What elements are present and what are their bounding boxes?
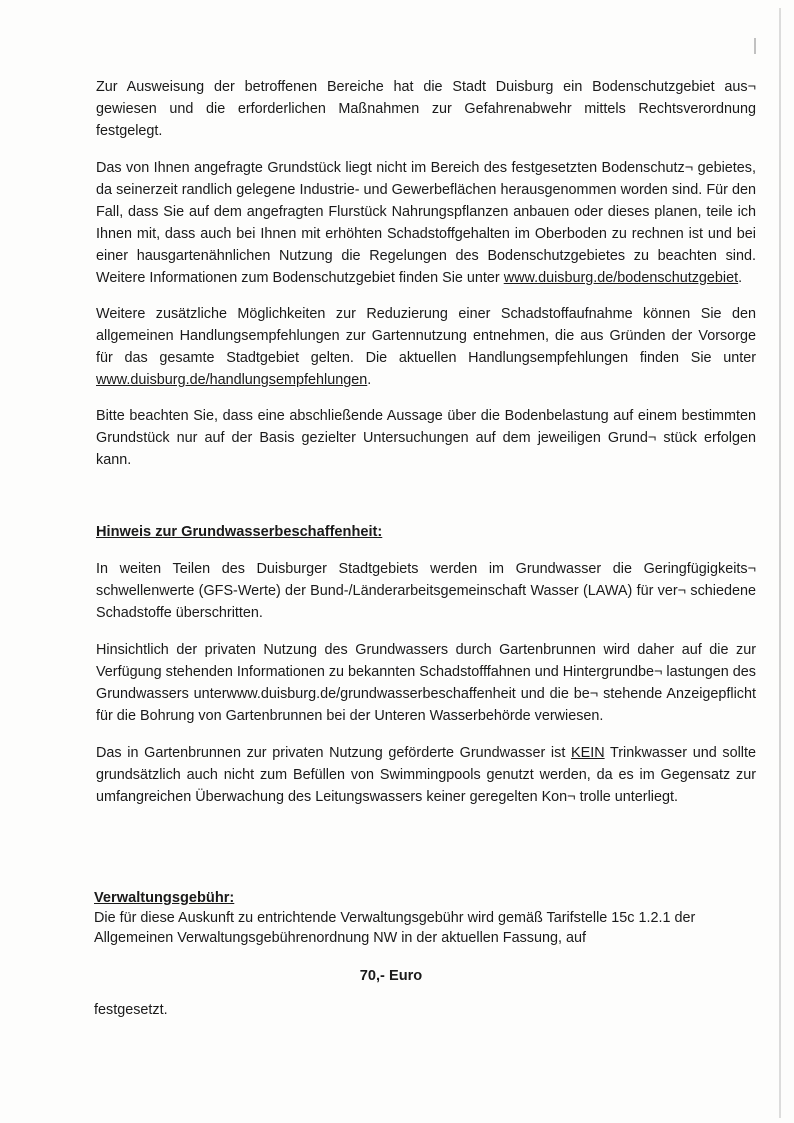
paragraph-recommendations-text: Weitere zusätzliche Möglichkeiten zur Reduzierung einer Schadstoffaufnahme können Sie den allgemeinen Handlungsempfehlungen zur Gartennutzung entnehmen, die aus Gründen der Vorsorge für das gesamte Stadtgebiet gelten. Die aktuellen Handlungsempfehlungen finden Sie unter <box>96 306 756 366</box>
scan-edge-mark <box>754 38 756 54</box>
paragraph-not-drinking-water <box>96 742 756 808</box>
kein-emphasis: KEIN <box>571 745 605 761</box>
paragraph-property-status-end: . <box>738 270 743 286</box>
paragraph-garden-wells: Hinsichtlich der privaten Nutzung des Grundwassers durch Gartenbrunnen wird daher auf die zur Verfügung stehenden Informationen zu bekannten Schadstofffahnen und Hintergrundbe¬ lastungen des Grundwassers unterwww.duisburg.de/grundwasserbeschaffenheit und die be¬ stehende Anzeigepflicht für die Bohrung von Gartenbrunnen bei der Unteren Wasserbehörde verwiesen. <box>96 642 756 724</box>
fee-section <box>94 888 756 1018</box>
scan-edge-line <box>779 8 781 1118</box>
paragraph-property-status <box>96 157 756 289</box>
paragraph-recommendations-end: . <box>367 372 372 388</box>
link-bodenschutzgebiet[interactable]: www.duisburg.de/bodenschutzgebiet <box>503 270 739 286</box>
fee-text: Die für diese Auskunft zu entrichtende Verwaltungsgebühr wird gemäß Tarifstelle 15c 1.2.1 der Allgemeinen Verwaltungsgebührenordnung NW in der aktuellen Fassung, auf <box>94 910 696 946</box>
paragraph-recommendations <box>96 303 756 391</box>
paragraph-groundwater-thresholds: In weiten Teilen des Duisburger Stadtgebiets werden im Grundwasser die Geringfügigkeits¬ schwellenwerte (GFS-Werte) der Bund-/Länderarbeitsgemeinschaft Wasser (LAWA) für ver¬ schiedene Schadstoffe überschritten. <box>96 561 756 621</box>
groundwater-heading: Hinweis zur Grundwasserbeschaffenheit: <box>96 524 383 540</box>
paragraph-property-status-text: Das von Ihnen angefragte Grundstück liegt nicht im Bereich des festgesetzten Bodenschutz¬ gebietes, da seinerzeit randlich gelegene Industrie- und Gewerbeflächen herausgenommen worden sind. Für den Fall, dass Sie auf dem angefragten Flurstück Nahrungspflanzen anbauen oder dieses planen, teile ich Ihnen mit, dass auch bei Ihnen mit erhöhten Schadstoffgehalten im Oberboden zu rechnen ist und bei einer hausgartenähnlichen Nutzung die Regelungen des Bodenschutzgebietes zu beachten sind. Weitere Informationen zum Bodenschutzgebiet finden Sie unter <box>96 160 756 286</box>
paragraph-soil-protection-area: Zur Ausweisung der betroffenen Bereiche hat die Stadt Duisburg ein Bodenschutzgebiet aus¬ gewiesen und die erforderlichen Maßnahmen zur Gefahrenabwehr mittels Rechtsverordnung festgelegt. <box>96 79 756 139</box>
link-handlungsempfehlungen[interactable]: www.duisburg.de/handlungsempfehlungen <box>96 372 368 388</box>
paragraph-not-drinking-water-start: Das in Gartenbrunnen zur privaten Nutzung geförderte Grundwasser ist <box>96 745 571 761</box>
paragraph-not-drinking-water-end: Trinkwasser und sollte grundsätzlich auch nicht zum Befüllen von Swimmingpools genutzt werden, da es im Gegensatz zur umfangreichen Überwachung des Leitungswassers keiner geregelten Kon¬ trolle unterliegt. <box>96 745 756 805</box>
paragraph-final-statement: Bitte beachten Sie, dass eine abschließende Aussage über die Bodenbelastung auf einem bestimmten Grundstück nur auf der Basis gezielter Untersuchungen auf dem jeweiligen Grund¬ stück erfolgen kann. <box>96 408 756 468</box>
fee-amount: 70,- Euro <box>359 968 423 984</box>
fee-heading: Verwaltungsgebühr: <box>94 890 235 906</box>
fee-closing: festgesetzt. <box>94 1002 168 1018</box>
letter-body <box>96 76 756 808</box>
